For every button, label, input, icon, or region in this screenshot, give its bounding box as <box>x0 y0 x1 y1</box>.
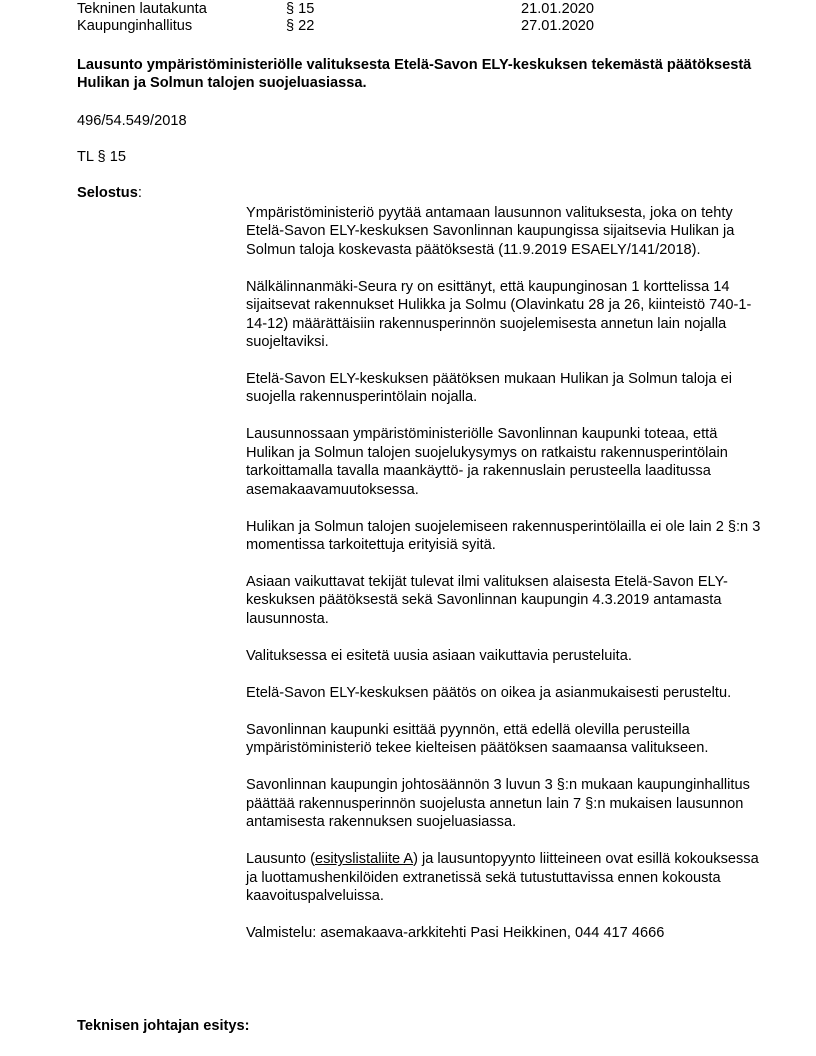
paragraph: Savonlinnan kaupungin johtosäännön 3 luvun 3 §:n mukaan kaupunginhallitus päättää rakennusperinnön suojelusta annetun lain 7 §:n mukaisen lausunnon antamisesta rakennuksen suojeluasiassa. <box>246 777 750 831</box>
case-number: 496/54.549/2018 <box>77 113 187 129</box>
meeting-date: 27.01.2020 <box>521 18 595 34</box>
section-label <box>77 184 142 202</box>
paragraph: Valituksessa ei esitetä uusia asiaan vaikuttavia perusteluita. <box>246 647 632 664</box>
attachment-text-before: Lausunto ( <box>246 851 315 868</box>
meeting-row <box>77 17 777 35</box>
attachment-paragraph <box>246 850 766 905</box>
proposal-heading: Teknisen johtajan esitys: <box>77 1018 250 1034</box>
paragraph: Nälkälinnanmäki-Seura ry on esittänyt, että kaupunginosan 1 korttelissa 14 sijaitsevat rakennukset Hulikka ja Solmu (Olavinkatu 28 ja 26, kiinteistö 740-1-14-12) määrättäisiin rakennusperinnön suojelemisesta annetun lain nojalla suojeltaviksi. <box>246 278 752 351</box>
paragraph: Savonlinnan kaupunki esittää pyynnön, että edellä olevilla perusteilla ympäristöministeriö tekee kielteisen päätöksen saamaansa valitukseen. <box>246 721 709 757</box>
document-body <box>246 204 766 961</box>
paragraph: Ympäristöministeriö pyytää antamaan lausunnon valituksesta, joka on tehty Etelä-Savon ELY-keskuksen Savonlinnan kaupungissa sijaitsevia Hulikan ja Solmun taloja koskevasta päätöksestä (11.9.2019 ESAELY/141/2018). <box>246 205 735 258</box>
committee-reference: TL § 15 <box>77 149 126 165</box>
meeting-section: § 15 <box>286 1 315 17</box>
meeting-section: § 22 <box>286 18 315 34</box>
document-title: Lausunto ympäristöministeriölle valituksesta Etelä-Savon ELY-keskuksen tekemästä päätöksestä Hulikan ja Solmun talojen suojeluasiassa. <box>77 57 752 92</box>
meeting-body: Kaupunginhallitus <box>77 18 193 34</box>
attachment-text-after: ) ja lausuntopyynto liitteineen ovat esillä kokouksessa ja luottamushenkilöiden extranetissä sekä tutustuttavissa ennen kokousta kaavoituspalveluissa. <box>246 851 759 904</box>
section-label-colon: : <box>137 185 142 201</box>
meeting-row <box>77 0 777 18</box>
section-label-text: Selostus <box>77 185 138 201</box>
paragraph: Hulikan ja Solmun talojen suojelemiseen rakennusperintölailla ei ole lain 2 §:n 3 momentissa tarkoitettuja erityisiä syitä. <box>246 518 761 554</box>
paragraph: Asiaan vaikuttavat tekijät tulevat ilmi valituksen alaisesta Etelä-Savon ELY-keskuksen päätöksestä sekä Savonlinnan kaupungin 4.3.2019 antamasta lausunnosta. <box>246 574 728 627</box>
paragraph: Lausunnossaan ympäristöministeriölle Savonlinnan kaupunki toteaa, että Hulikan ja Solmun talojen suojelukysymys on ratkaistu rakennusperintölain tarkoittamalla tavalla maankäyttö- ja rakennuslain perusteella laaditussa asemakaavamuutoksessa. <box>246 426 728 498</box>
paragraph: Etelä-Savon ELY-keskuksen päätöksen mukaan Hulikan ja Solmun taloja ei suojella rakennusperintölain nojalla. <box>246 371 732 406</box>
meeting-date: 21.01.2020 <box>521 1 595 17</box>
paragraph: Etelä-Savon ELY-keskuksen päätös on oikea ja asianmukaisesti perusteltu. <box>246 684 732 701</box>
meeting-body: Tekninen lautakunta <box>77 1 207 17</box>
preparer-line: Valmistelu: asemakaava-arkkitehti Pasi Heikkinen, 044 417 4666 <box>246 924 665 941</box>
attachment-link[interactable]: esityslistaliite A <box>314 851 414 868</box>
